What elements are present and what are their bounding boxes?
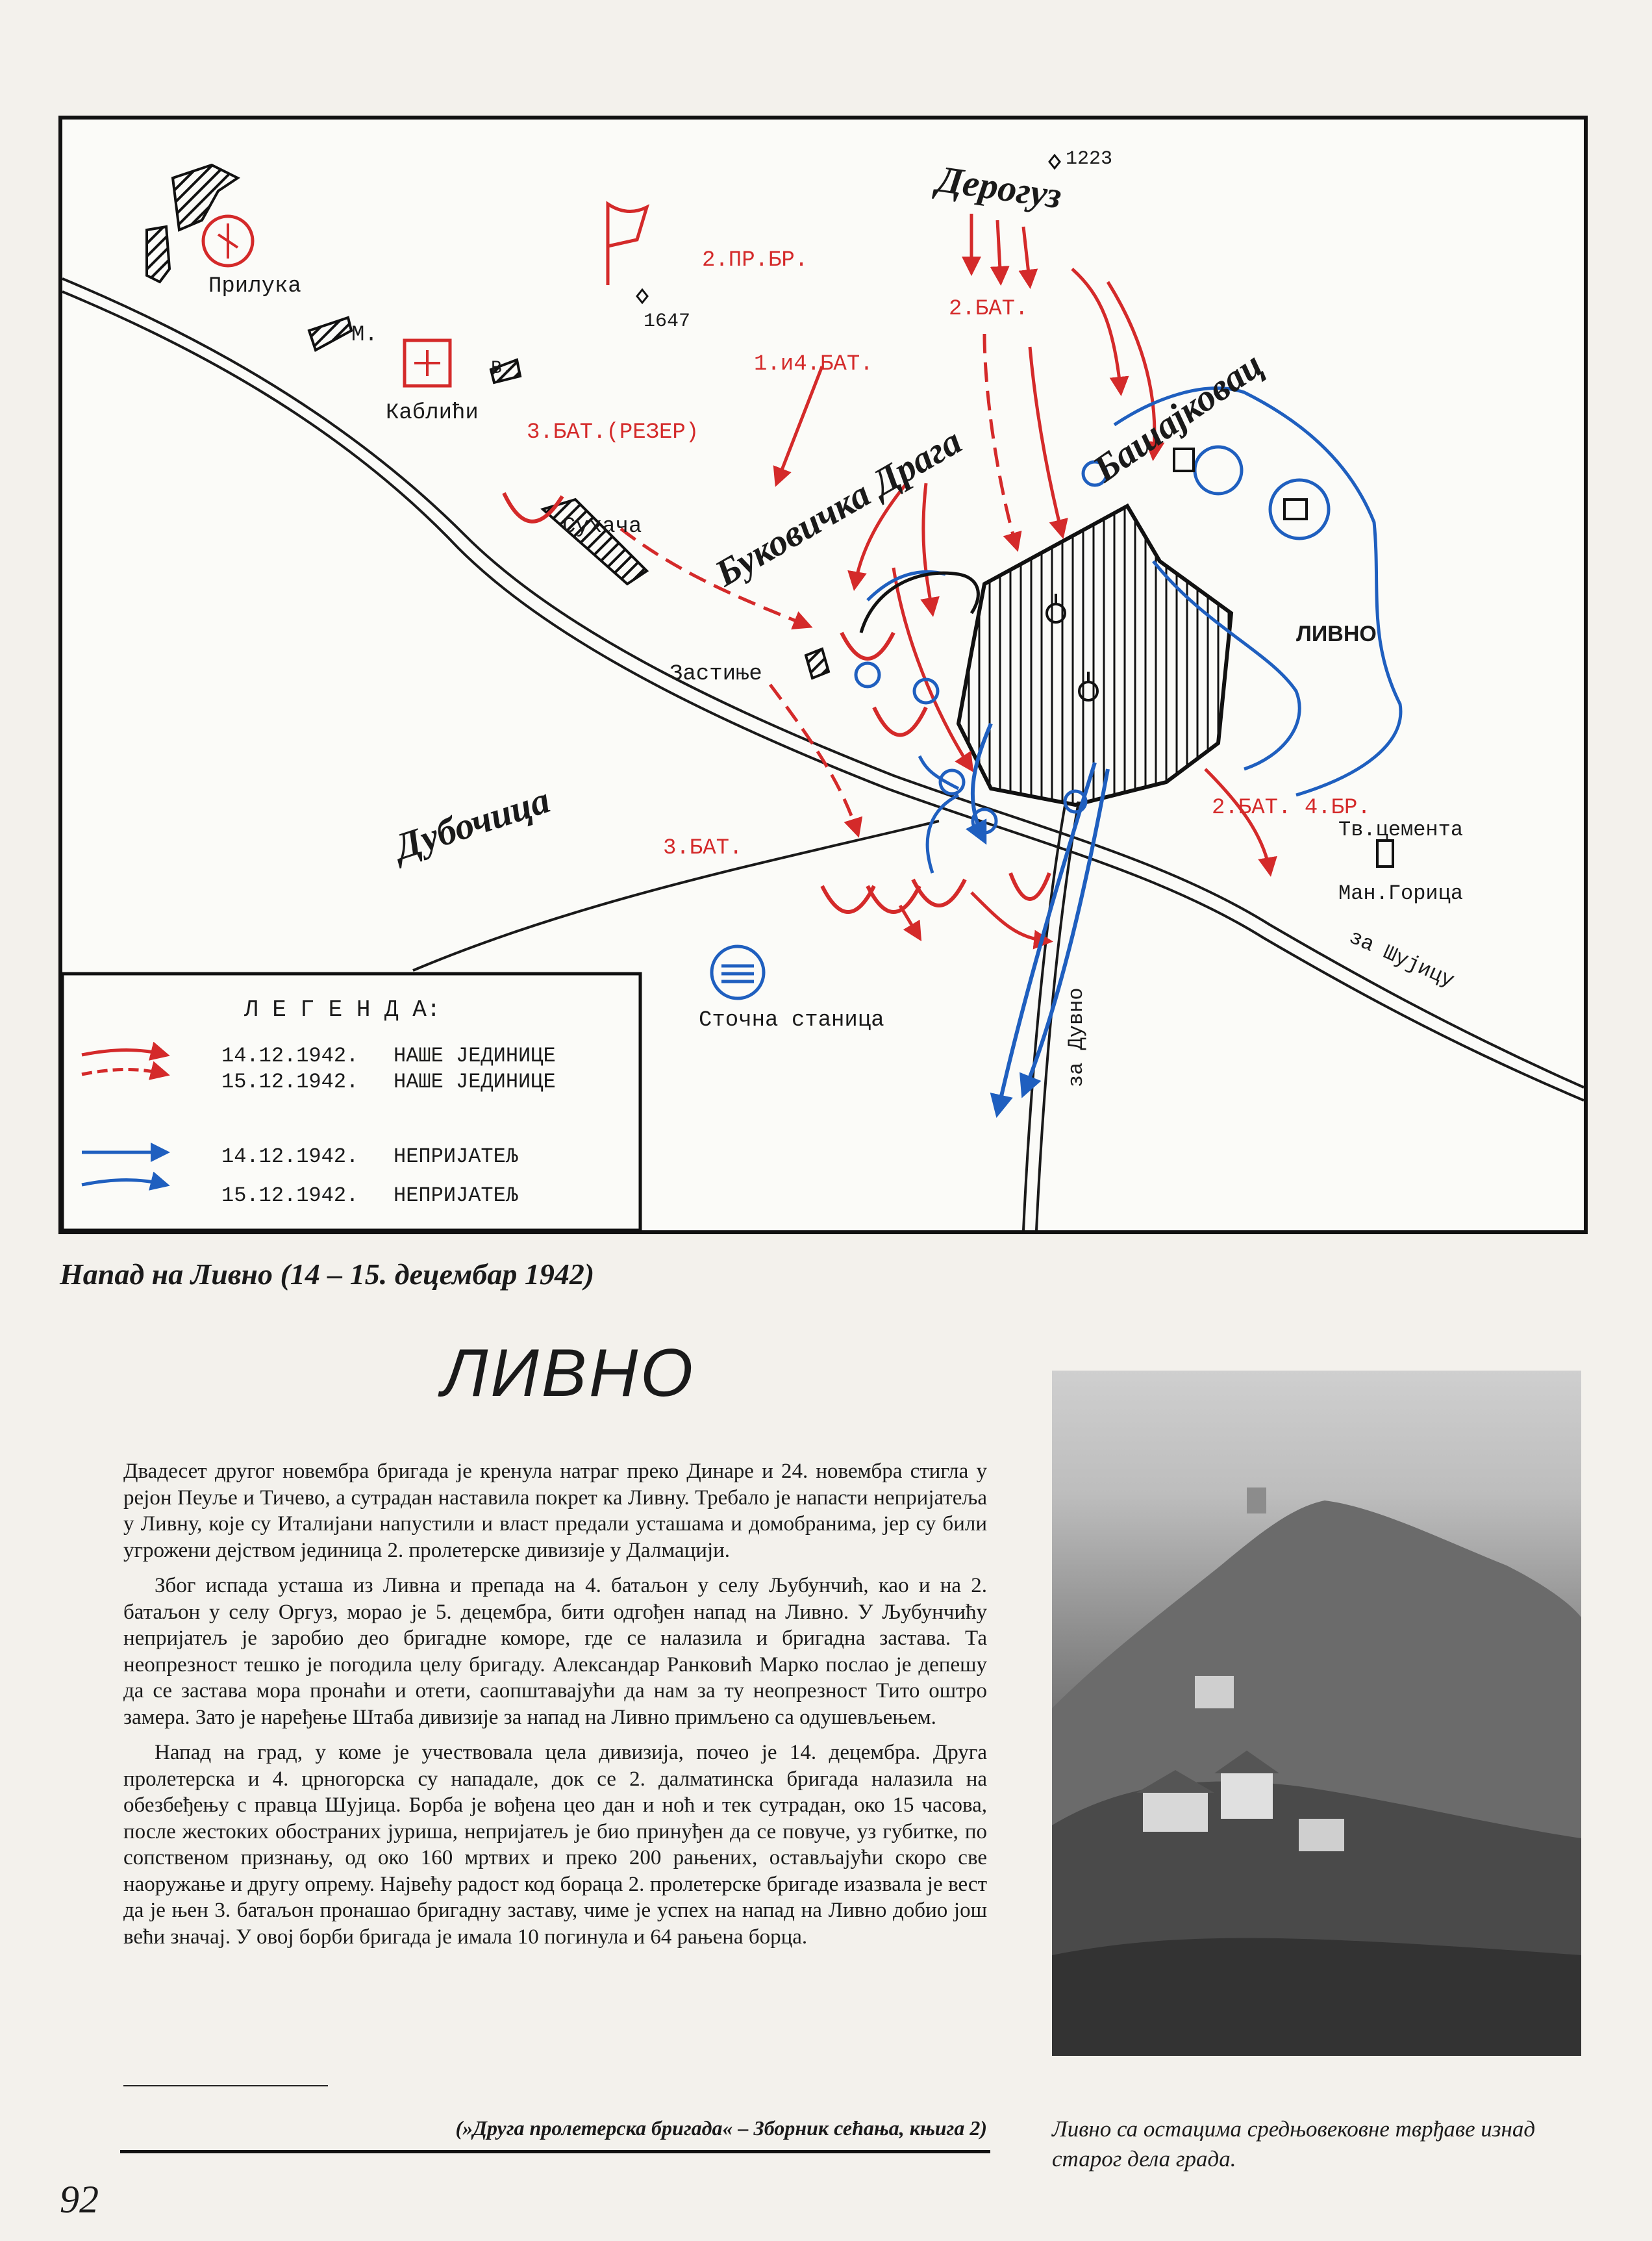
legend	[62, 974, 640, 1230]
unit-label-bat3-rez: 3.БАТ.(РЕЗЕР)	[527, 420, 699, 445]
label-livno: ЛИВНО	[1296, 622, 1377, 646]
article-paragraph: Због испада усташа из Ливна и препада на 4. батаљон у селу Љубунчић, као и на 2. батаљон у селу Оргуз, морао је 5. децембра, бити одгођен напад на Ливно. У Љубунчићу непријатељ је заробио део бригадне коморе, где се налазила и бригадна застава. Та неопрезност тешко је погодила целу бригаду. Александар Ранковић Марко послао је депешу да се застава мора пронаћи и отети, саопштавајући да нам за ту неопрезност Тито оштро замера. Зато је наређење Штаба дивизије за напад на Ливно примљено са одушевљењем.	[123, 1574, 987, 1729]
peak-icon	[1049, 155, 1060, 168]
unit-label-pr2: 2.ПР.БР.	[702, 248, 808, 273]
label-stocna: Сточна станица	[699, 1008, 884, 1033]
building-icon	[1284, 500, 1307, 519]
legend-row-text: НАШЕ ЈЕДИНИЦЕ	[394, 1044, 556, 1068]
legend-row-date: 14.12.1942.	[221, 1145, 359, 1169]
legend-row-text: НЕПРИЈАТЕЉ	[394, 1145, 519, 1169]
building-icon	[1195, 1676, 1234, 1708]
label-priluka: Прилука	[208, 274, 301, 299]
label-basajkovac: Башајковац	[1085, 343, 1271, 490]
label-za-sujicu: за Шујицу	[1345, 925, 1458, 993]
unit-label-bat2-br4: 2.БАТ. 4.БР.	[1212, 796, 1371, 820]
livno-town	[958, 506, 1231, 805]
legend-row-text: НЕПРИЈАТЕЉ	[394, 1184, 519, 1208]
label-dubocica: Дубочица	[389, 778, 555, 868]
unit-label-bat2-top: 2.БАТ.	[949, 297, 1029, 322]
map-caption: Напад на Ливно (14 – 15. децембар 1942)	[60, 1258, 595, 1291]
article-paragraph: Напад на град, у коме је учествовала цела дивизија, почео је 14. децембра. Друга пролетерска и 4. црногорска су нападале, док се 2. далматинска бригада налазила на обезбеђењу с правца Шујица. Борба је вођена цео дан и ноћ и тек сутрадан, око 15 часова, после жестоких обостраних јуриша, непријатељ је био принуђен да се повуче, уз губитке, по сопственом признању, од око 160 мртвих и преко 200 рањених, остављајући скоро све наоружање и другу опрему. Највећу радост код бораца 2. пролетерске бригаде изазвала је вест да је њен 3. батаљон пронашао бригадну заставу, чиме је успех на напад на Ливно добио још већи значај. У овој борби бригада је имала 10 погинула и 64 рањена борца.	[123, 1741, 987, 1949]
label-za-duvno: за Дувно	[1064, 987, 1088, 1087]
photo-caption: Ливно са остацима средњовековне тврђаве изнад старог дела града.	[1052, 2116, 1536, 2171]
unit-label-bat14: 1.и4.БАТ.	[754, 352, 873, 377]
label-h1223: 1223	[1066, 148, 1113, 170]
label-m: М.	[351, 323, 378, 348]
bottom-divider	[120, 2150, 990, 2153]
legend-row-date: 14.12.1942.	[221, 1044, 359, 1068]
building-icon	[1221, 1773, 1273, 1819]
enemy-post-icon	[856, 663, 879, 687]
battle-map	[58, 116, 1588, 1234]
priluka-village	[147, 227, 169, 282]
photo-drawing	[1052, 1371, 1581, 2056]
article-title: ЛИВНО	[442, 1336, 696, 1411]
label-derogus: Дерогуз	[934, 157, 1064, 217]
unit-position-icon	[842, 633, 894, 659]
label-tv-cementa: Тв.цемента	[1338, 818, 1464, 842]
enemy-post-icon	[1195, 447, 1242, 494]
article-body	[123, 1458, 987, 1959]
building-icon	[1174, 449, 1194, 471]
suhaca-village	[543, 500, 647, 584]
label-kablici: Каблићи	[386, 401, 479, 425]
road-duvno-a	[1023, 802, 1066, 1230]
unit-position-icon	[868, 886, 920, 912]
road-main-a	[62, 279, 1584, 1087]
unit-position-icon	[822, 886, 874, 912]
fortress-tower-icon	[1247, 1488, 1266, 1513]
priluka-hill	[173, 165, 238, 230]
zastinje-village	[806, 649, 829, 678]
label-zastinje: Застиње	[670, 662, 762, 687]
unit-position-icon	[913, 880, 965, 905]
livno-photo	[1052, 1371, 1581, 2056]
legend-row-date: 15.12.1942.	[221, 1184, 359, 1208]
label-h1647: 1647	[644, 310, 691, 333]
article-paragraph: Двадесет другог новембра бригада је кренула натраг преко Динаре и 24. новембра стигла у рејон Пеуље и Тичево, а сутрадан наставила покрет ка Ливну. Требало је напасти непријатеља у Ливну, које су Италијани напустили и власт предали усташама и домобранима, јер су били угрожени дејством јединица 2. пролетерске дивизије у Далмацији.	[123, 1460, 987, 1562]
label-man-gorica: Ман.Горица	[1338, 881, 1464, 905]
building-icon	[1143, 1793, 1208, 1832]
unit-position-icon	[874, 707, 926, 735]
flag-icon	[608, 204, 647, 285]
unit-label-bat3: 3.БАТ.	[663, 836, 743, 861]
label-v: В.	[491, 359, 513, 379]
legend-row-text: НАШЕ ЈЕДИНИЦЕ	[394, 1070, 556, 1094]
map-drawing	[62, 120, 1584, 1230]
label-suhaca: Сухача	[562, 514, 642, 539]
legend-row-date: 15.12.1942.	[221, 1070, 359, 1094]
legend-title: Л Е Г Е Н Д А:	[244, 996, 441, 1023]
peak-icon	[637, 290, 647, 303]
village-m	[309, 318, 351, 350]
label-bukovicka-draga: Буковичка Драга	[708, 419, 969, 595]
factory-icon	[1377, 841, 1393, 867]
building-icon	[1299, 1819, 1344, 1851]
unit-position-icon	[1010, 873, 1049, 899]
article-source: (»Друга пролетерска бригада« – Зборник сећања, књига 2)	[455, 2116, 987, 2140]
enemy-post-icon	[1270, 480, 1329, 538]
page-number: 92	[60, 2178, 99, 2221]
footnote-divider	[123, 2085, 328, 2086]
